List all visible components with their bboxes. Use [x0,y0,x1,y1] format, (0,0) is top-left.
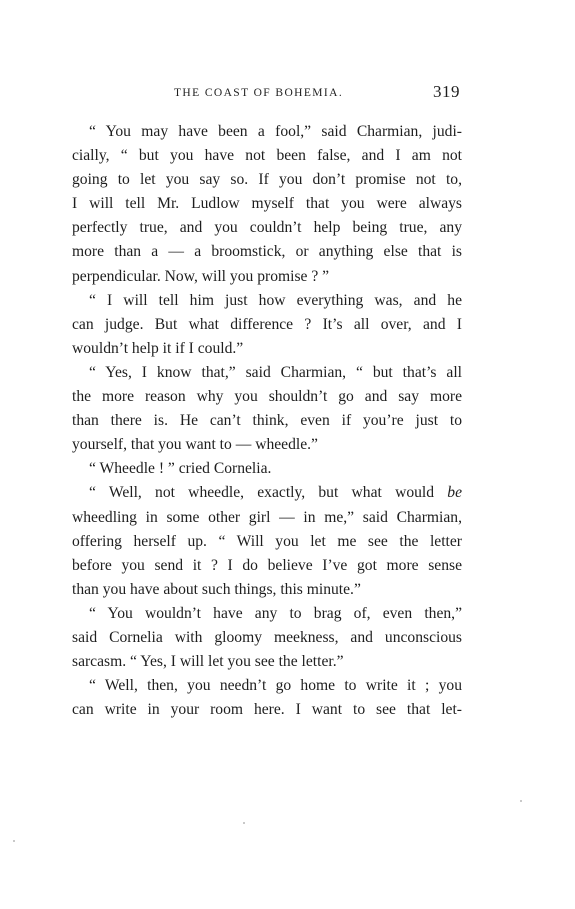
running-head [72,82,464,104]
text-line: perpendicular. Now, will you promise ? ” [72,267,330,285]
text-line: than you have about such things, this minute.” [72,580,361,598]
paper-speck [243,822,245,824]
text-line: wouldn’t help it if I could.” [72,339,244,357]
text-line: “ Yes, I know that,” said Charmian, “ but that’s all [89,363,462,381]
text-line: yourself, that you want to — wheedle.” [72,436,318,454]
text-line: cially, “ but you have not been false, and I am not [72,147,462,165]
text-line: before you send it ? I do believe I’ve got more sense [72,556,462,574]
paper-speck [520,800,522,802]
text-line: going to let you say so. If you don’t promise not to, [72,171,462,189]
text-line: “ I will tell him just how everything was, and he [89,291,462,309]
text-line: can judge. But what difference ? It’s all over, and I [72,315,462,333]
text-line: said Cornelia with gloomy meekness, and unconscious [72,628,462,646]
page-number: 319 [433,82,460,101]
text-line [72,481,462,505]
text-segment: “ Well, not wheedle, exactly, but what would [89,484,448,502]
text-line: the more reason why you shouldn’t go and say more [72,388,462,406]
text-line: offering herself up. “ Will you let me see the letter [72,532,462,550]
text-line: perfectly true, and you couldn’t help being true, any [72,219,462,237]
text-line: can write in your room here. I want to see that let- [72,701,462,719]
text-line: “ You wouldn’t have any to brag of, even then,” [89,604,462,622]
text-line: wheedling in some other girl — in me,” said Charmian, [72,508,462,526]
text-line: than there is. He can’t think, even if you’re just to [72,412,462,430]
text-line: “ Wheedle ! ” cried Cornelia. [89,460,272,478]
text-line: more than a — a broomstick, or anything else that is [72,243,462,261]
text-line: “ Well, then, you needn’t go home to write it ; you [89,677,462,695]
paper-speck [13,840,15,842]
body-text [72,120,462,722]
text-line: “ You may have been a fool,” said Charmian, judi- [89,123,462,140]
running-title: THE COAST OF BOHEMIA. [174,87,344,99]
text-line: I will tell Mr. Ludlow myself that you were always [72,195,462,213]
text-line: sarcasm. “ Yes, I will let you see the letter.” [72,653,344,671]
emphasis-text: be [447,484,462,502]
